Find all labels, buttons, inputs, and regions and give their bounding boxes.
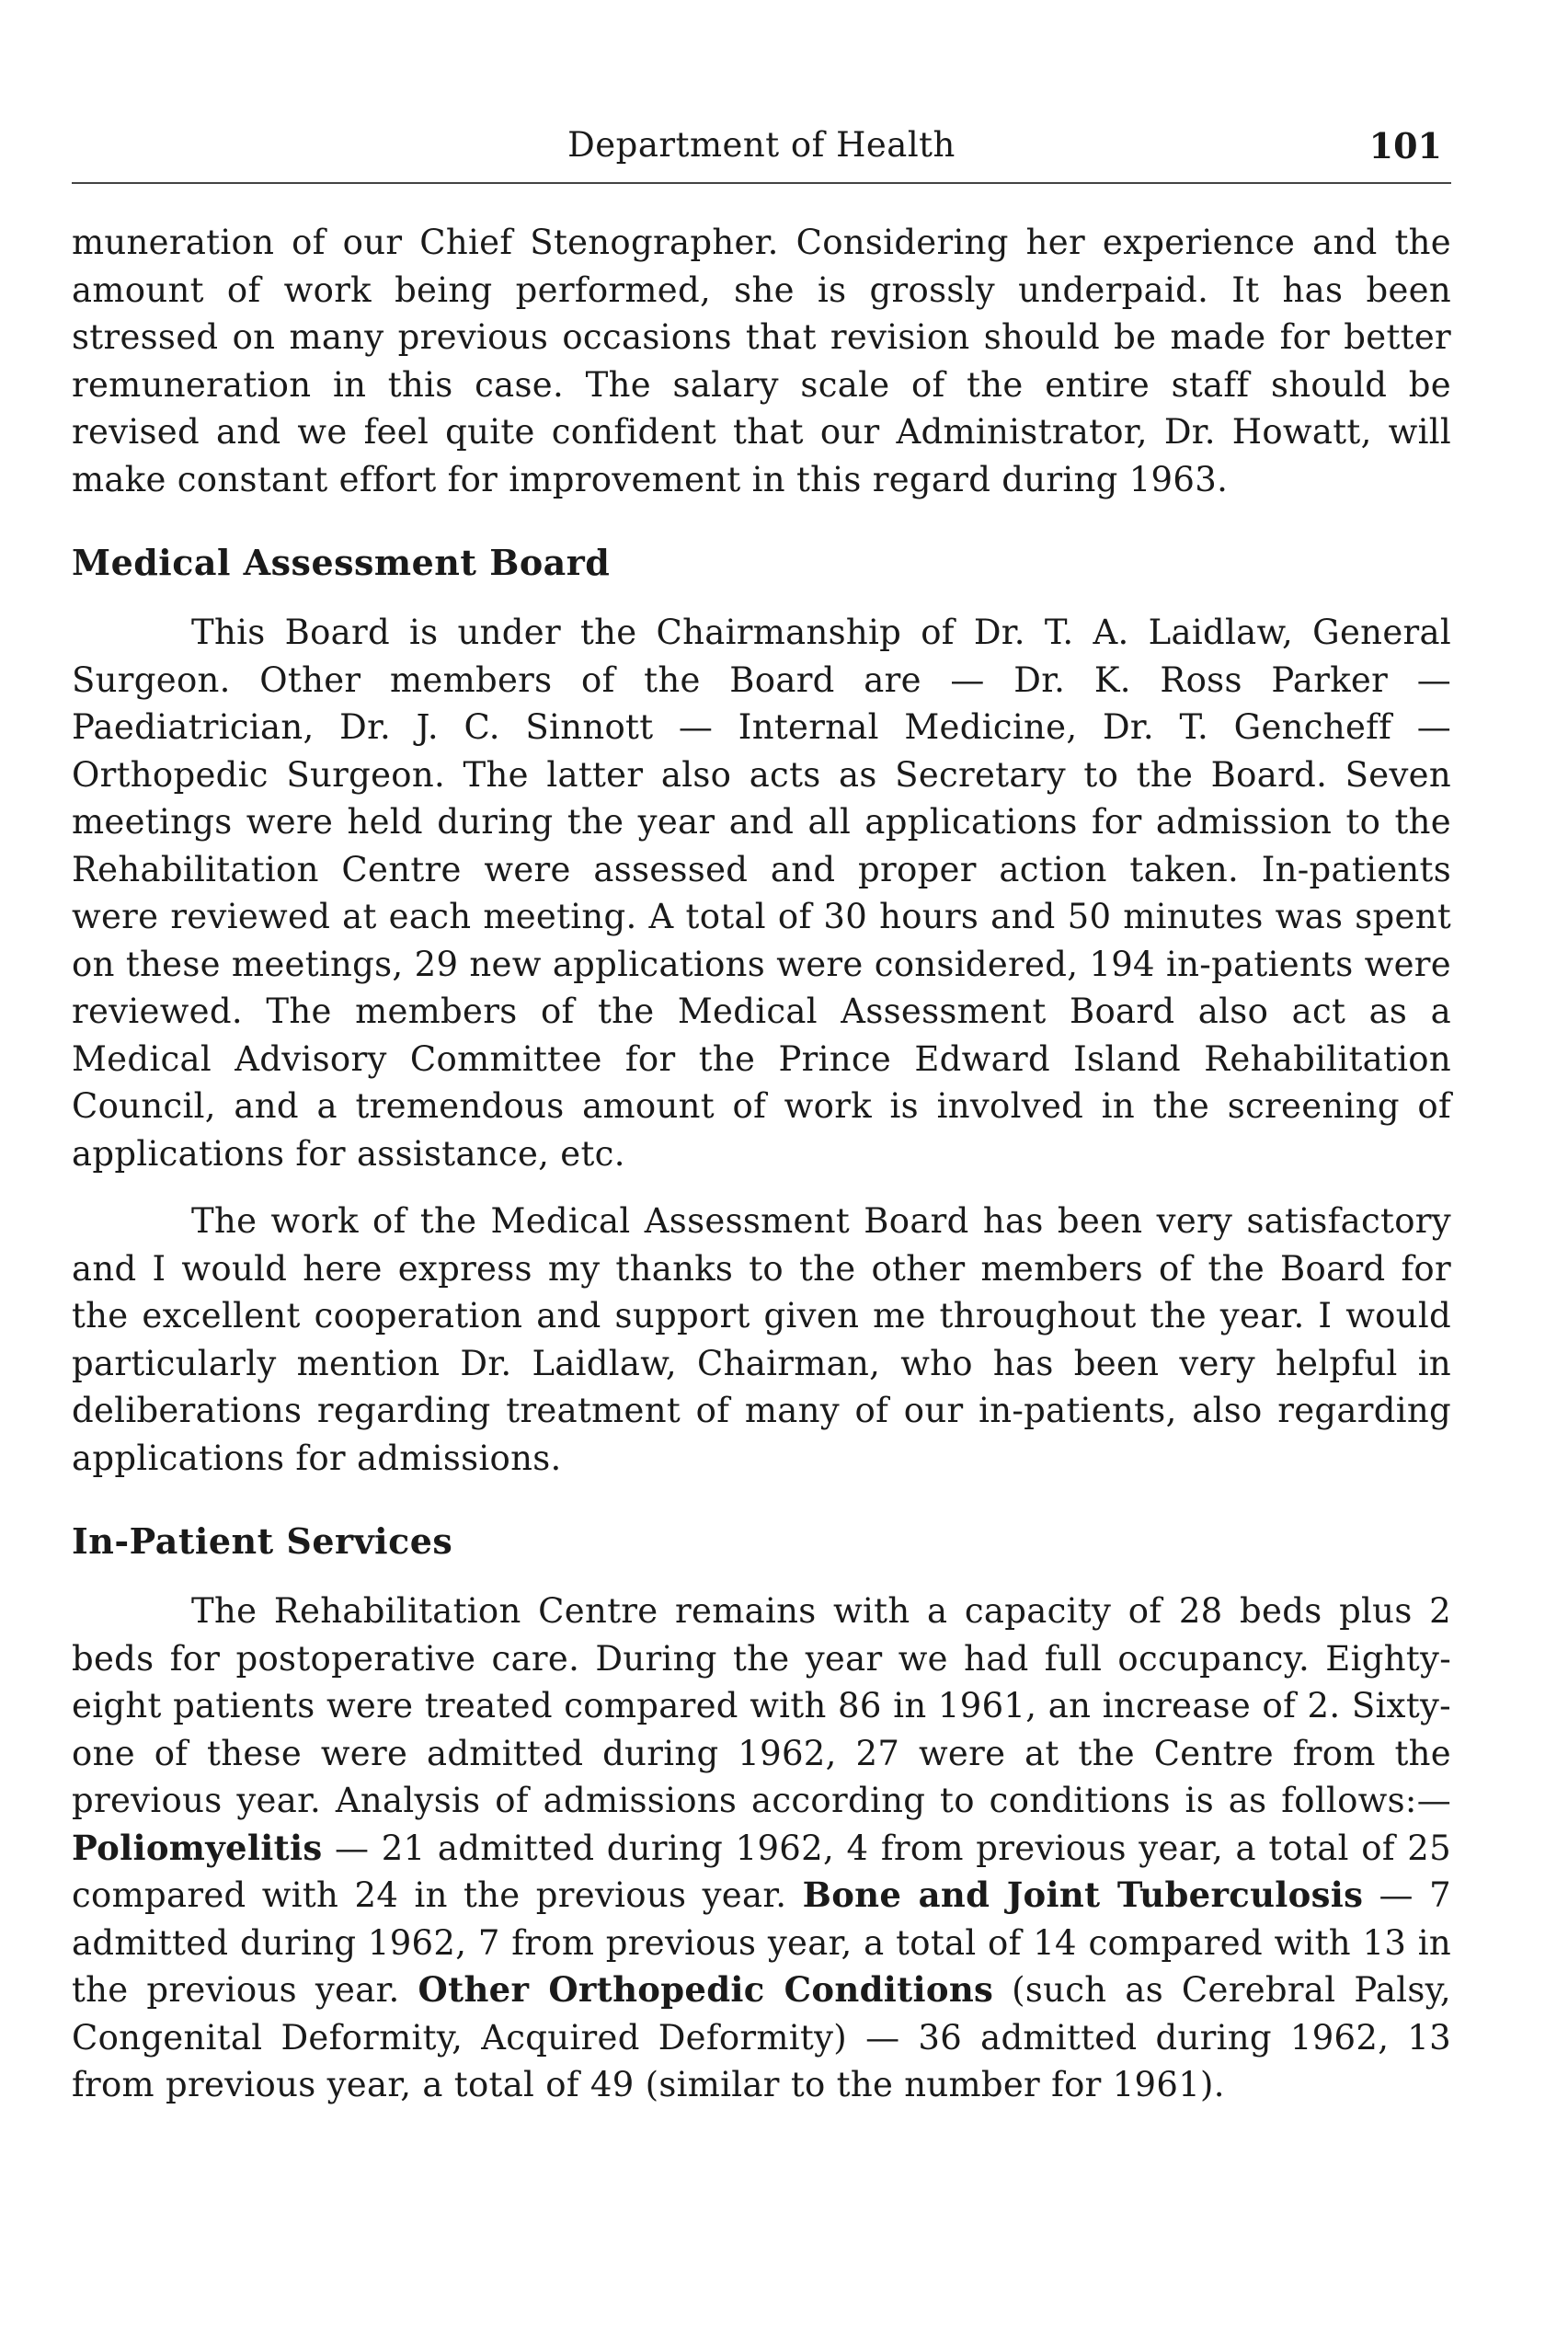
condition-label-tuberculosis: Bone and Joint Tuberculosis bbox=[802, 1874, 1364, 1915]
paragraph-intro: muneration of our Chief Stenographer. Considering her experience and the amount of work being performed, she is grossly underpaid. It has been stressed on many previous occasions that revision should be made for better remuneration in this case. The salary scale of the entire staff should be revised and we feel quite confident that our Administrator, Dr. Howatt, will make constant effort for improvement in this regard during 1963. bbox=[72, 223, 1451, 499]
condition-label-orthopedic: Other Orthopedic Conditions bbox=[418, 1969, 994, 2010]
section-heading-in-patient: In-Patient Services bbox=[72, 1520, 453, 1562]
condition-text-tuberculosis: — 7 admitted during 1962, 7 from previous year, a total of 14 compared with 13 in the previous year. bbox=[72, 1875, 1451, 2010]
condition-label-poliomyelitis: Poliomyelitis bbox=[72, 1827, 323, 1868]
running-header bbox=[72, 118, 1451, 184]
in-patient-text-intro: The Rehabilitation Centre remains with a capacity of 28 beds plus 2 beds for postoperative care. During the year we had full occupancy. Eighty-eight patients were treated compared with 86 in 1961, an increase of 2. Sixty-one of these were admitted during 1962, 27 were at the Centre from the previous year. Analysis of admissions according to conditions is as follows:— bbox=[72, 1591, 1451, 1820]
condition-text-orthopedic: (such as Cerebral Palsy, Congenital Deformity, Acquired Deformity) — 36 admitted during 1962, 13 from previous year, a total of 49 (similar to the number for 1961). bbox=[72, 1970, 1451, 2104]
paragraph-in-patient-services bbox=[72, 1588, 1451, 2109]
document-page bbox=[72, 118, 1451, 2109]
running-title: Department of Health bbox=[567, 125, 956, 165]
paragraph-board-members: This Board is under the Chairmanship of Dr. T. A. Laidlaw, General Surgeon. Other members of the Board are — Dr. K. Ross Parker — Paediatrician, Dr. J. C. Sinnott — Internal Medicine, Dr. T. Gencheff — Orthopedic Surgeon. The latter also acts as Secretary to the Board. Seven meetings were held during the year and all applications for admission to the Rehabilitation Centre were assessed and proper action taken. In-patients were reviewed at each meeting. A total of 30 hours and 50 minutes was spent on these meetings, 29 new applications were considered, 194 in-patients were reviewed. The members of the Medical Assessment Board also act as a Medical Advisory Committee for the Prince Edward Island Rehabilitation Council, and a tremendous amount of work is involved in the screening of applications for assistance, etc. bbox=[72, 613, 1451, 1174]
paragraph-board-thanks: The work of the Medical Assessment Board has been very satisfactory and I would here express my thanks to the other members of the Board for the excellent cooperation and support given me throughout the year. I would particularly mention Dr. Laidlaw, Chairman, who has been very helpful in deliberations regarding treatment of many of our in-patients, also regarding applications for admissions. bbox=[72, 1201, 1451, 1478]
section-heading-medical-assessment: Medical Assessment Board bbox=[72, 542, 611, 583]
condition-text-poliomyelitis: — 21 admitted during 1962, 4 from previous year, a total of 25 compared with 24 in the previous year. bbox=[72, 1828, 1451, 1915]
page-number: 101 bbox=[1368, 125, 1442, 166]
